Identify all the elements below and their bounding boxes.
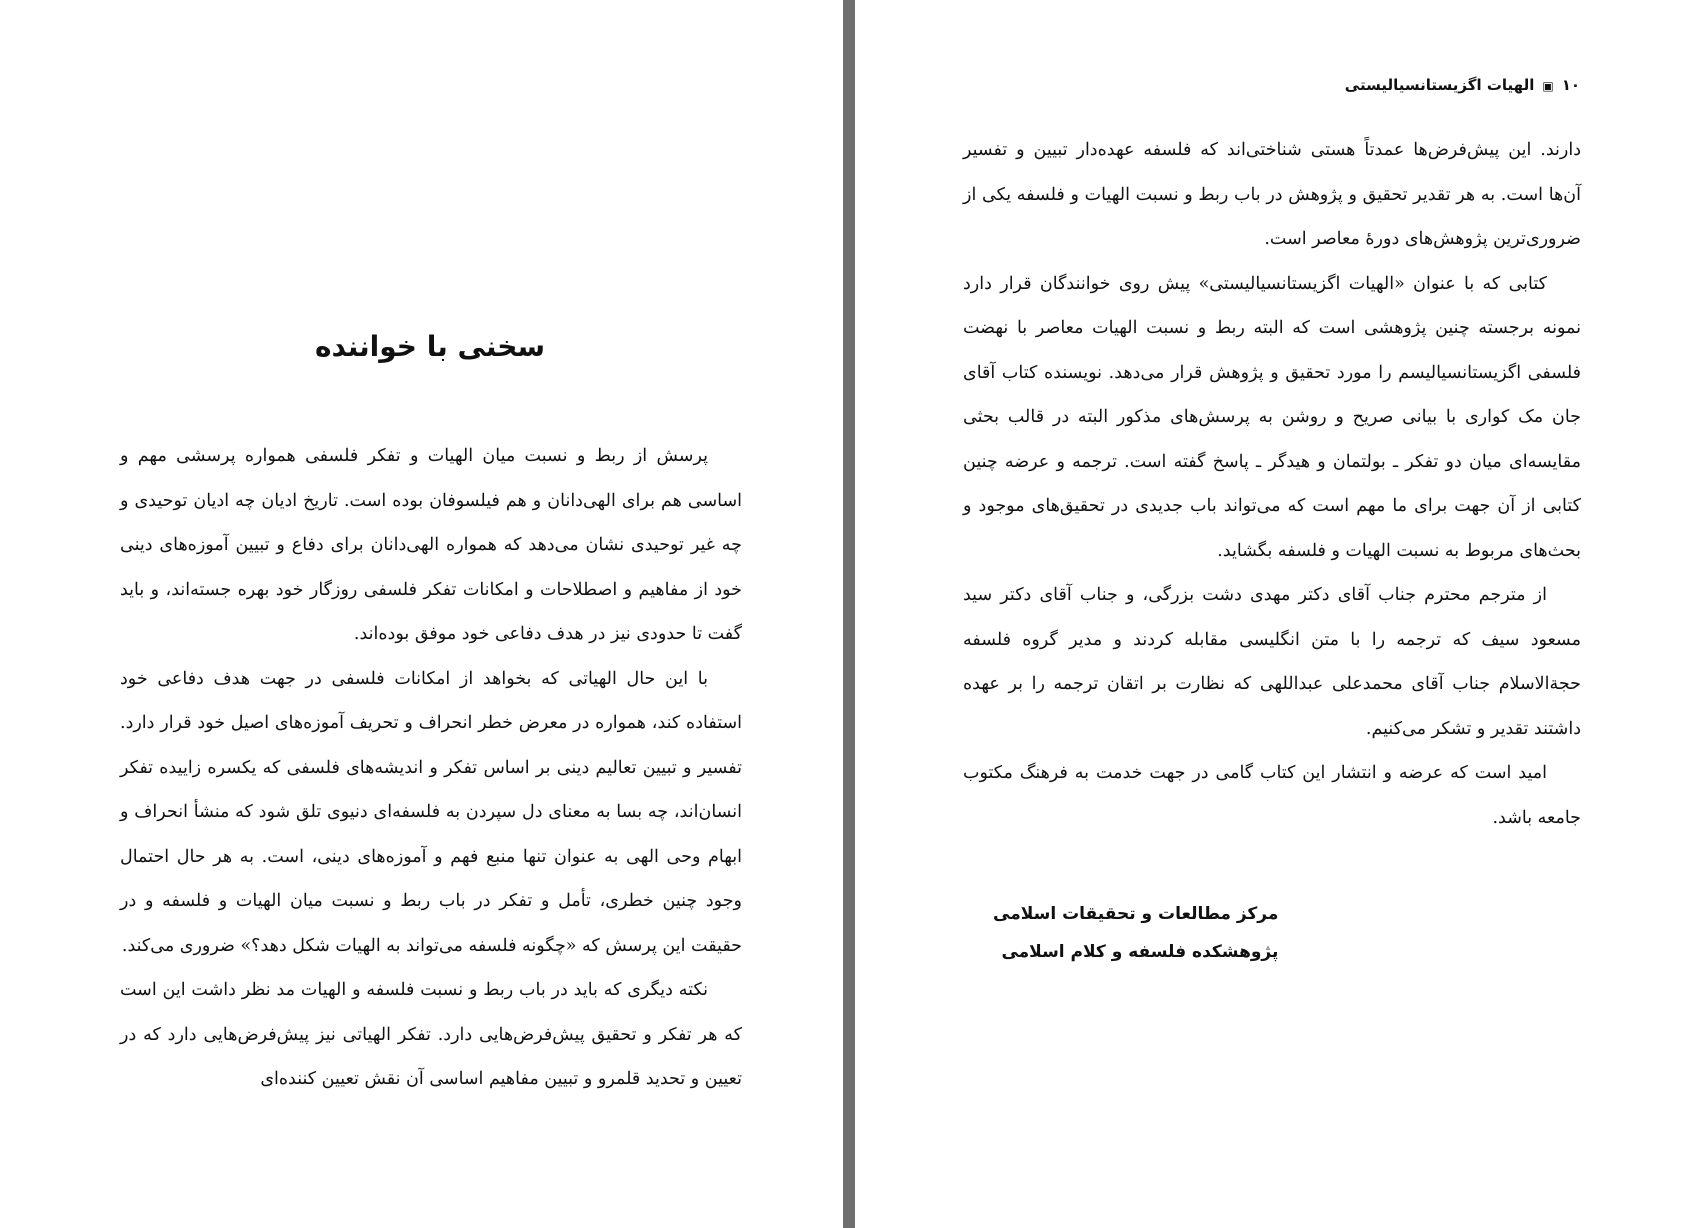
signature-block [993, 895, 1278, 971]
page-title: سخنی با خواننده [315, 330, 545, 363]
page-gutter [843, 0, 855, 1228]
signature-line: مرکز مطالعات و تحقیقات اسلامی [993, 904, 1279, 924]
paragraph: امید است که عرضه و انتشار این کتاب گامی در جهت خدمت به فرهنگ مکتوب جامعه باشد. [963, 763, 1581, 828]
left-body-text [120, 434, 742, 1102]
square-ornament-icon: ▣ [1542, 78, 1554, 93]
paragraph: پرسش از ربط و نسبت میان الهیات و تفکر فلسفی همواره پرسشی مهم و اساسی هم برای الهی‌دانان و هم فیلسوفان بوده است. تاریخ ادیان چه ادیان توحیدی و چه غیر توحیدی نشان می‌دهد که همواره الهی‌دانان برای دفاع و تبیین آموزه‌های دینی خود از مفاهیم و اصطلاحات و امکانات تفکر فلسفی روزگار خود بهره جسته‌اند، و باید گفت تا حدودی نیز در هدف دفاعی خود موفق بوده‌اند. [120, 446, 742, 644]
running-head [1345, 76, 1580, 94]
right-page [855, 0, 1695, 1228]
right-body-text [963, 128, 1581, 840]
left-page [0, 0, 843, 1228]
paragraph: کتابی که با عنوان «الهیات اگزیستانسیالیستی» پیش روی خوانندگان قرار دارد نمونه برجسته چنین پژوهشی است که البته ربط و نسبت الهیات معاصر با نهضت فلسفی اگزیستانسیالیسم را مورد تحقیق و پژوهش قرار می‌دهد. نویسنده کتاب آقای جان مک کواری با بیانی صریح و روشن به پرسش‌های مذکور البته در قالب بحثی مقایسه‌ای میان دو تفکر ـ بولتمان و هیدگر ـ پاسخ گفته است. ترجمه و عرضه چنین کتابی از آن جهت برای ما مهم است که می‌تواند باب جدیدی در تحقیق‌های موجود و بحث‌های مربوط به نسبت الهیات و فلسفه بگشاید. [963, 273, 1581, 561]
running-title: الهیات اگزیستانسیالیستی [1344, 76, 1535, 94]
paragraph: با این حال الهیاتی که بخواهد از امکانات فلسفی در جهت هدف دفاعی خود استفاده کند، همواره در معرض خطر انحراف و تحریف آموزه‌های اصیل خود قرار دارد. تفسیر و تبیین تعالیم دینی بر اساس تفکر و اندیشه‌های فلسفی که یکسره زاییده تفکر انسان‌اند، چه بسا به معنای دل سپردن به فلسفه‌ای دنیوی تلق شود که منشأ انحراف و ابهام وحی الهی به عنوان تنها منبع فهم و آموزه‌های دینی، است. به هر حال احتمال وجود چنین خطری، تأمل و تفکر در باب ربط و نسبت میان الهیات و فلسفه و در حقیقت این پرسش که «چگونه فلسفه می‌تواند به الهیات شکل دهد؟» ضروری می‌کند. [120, 668, 742, 956]
paragraph: دارند. این پیش‌فرض‌ها عمدتاً هستی شناختی‌اند که فلسفه عهده‌دار تبیین و تفسیر آن‌ها است. به هر تقدیر تحقیق و پژوهش در باب ربط و نسبت الهیات و فلسفه یکی از ضروری‌ترین پژوهش‌های دورهٔ معاصر است. [963, 140, 1581, 249]
signature-line: پژوهشکده فلسفه و کلام اسلامی [1001, 942, 1279, 962]
paragraph: از مترجم محترم جناب آقای دکتر مهدی دشت بزرگی، و جناب آقای دکتر سید مسعود سیف که ترجمه را با متن انگلیسی مقابله کردند و مدیر گروه فلسفه حجةالاسلام جناب آقای محمدعلی عبداللهی که نظارت بر اتقان ترجمه را بر عهده داشتند تقدیر و تشکر می‌کنیم. [963, 585, 1581, 739]
paragraph: نکته دیگری که باید در باب ربط و نسبت فلسفه و الهیات مد نظر داشت این است که هر تفکر و تحقیق پیش‌فرض‌هایی دارد. تفکر الهیاتی نیز پیش‌فرض‌هایی دارد که در تعیین و تحدید قلمرو و تبیین مفاهیم اساسی آن نقش تعیین کننده‌ای [120, 980, 742, 1089]
page-number: ۱۰ [1561, 76, 1580, 94]
